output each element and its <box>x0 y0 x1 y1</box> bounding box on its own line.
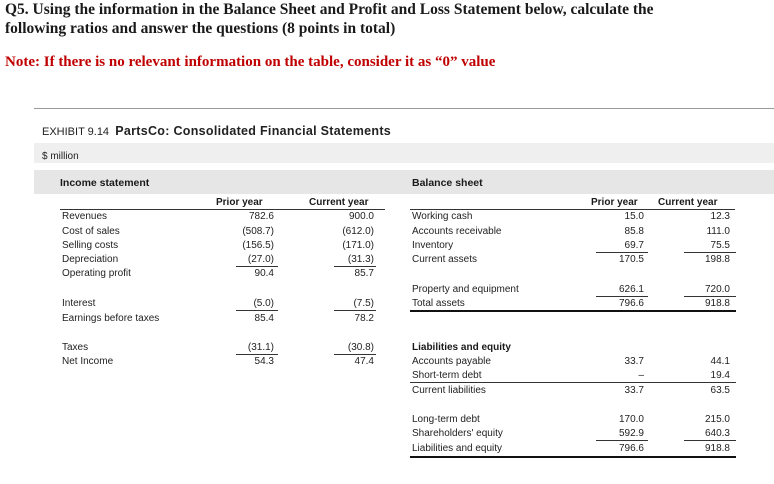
income-row-current: (612.0) <box>342 226 374 237</box>
balance-row-current: 918.8 <box>704 298 730 309</box>
subtotal-rule <box>236 266 278 267</box>
income-row-label: Taxes <box>62 342 89 353</box>
subtotal-rule <box>596 296 648 297</box>
balance-row-prior: 626.1 <box>618 284 644 295</box>
subtotal-rule <box>684 252 736 253</box>
income-row-current: (31.3) <box>347 254 374 265</box>
income-row-prior: 90.4 <box>254 268 274 279</box>
balance-col-current: Current year <box>658 197 718 208</box>
balance-row-prior: – <box>638 370 644 381</box>
total-liabilities-rule <box>410 456 736 458</box>
question-note: Note: If there is no relevant information on the table, consider it as “0” value <box>5 54 496 70</box>
balance-row-label: Liabilities and equity <box>412 443 503 454</box>
total-assets-rule <box>410 310 736 312</box>
balance-row-label: Accounts payable <box>412 356 491 367</box>
subtotal-rule <box>596 440 648 441</box>
income-row-label: Net Income <box>62 356 114 367</box>
income-row-prior: 54.3 <box>254 356 274 367</box>
income-row-prior: (5.0) <box>253 298 274 309</box>
balance-heading: Balance sheet <box>412 177 483 189</box>
subtotal-rule <box>596 252 648 253</box>
balance-row-label: Short-term debt <box>412 370 482 381</box>
balance-row-label: Accounts receivable <box>412 226 502 237</box>
balance-row-current: 75.5 <box>710 240 730 251</box>
balance-row-label: Current assets <box>412 254 478 265</box>
balance-row-current: 215.0 <box>704 414 730 425</box>
income-col-prior: Prior year <box>216 197 263 208</box>
income-row-prior: (31.1) <box>247 342 274 353</box>
income-row-current: (30.8) <box>347 342 374 353</box>
balance-row-current: 640.3 <box>704 428 730 439</box>
balance-row-current: 720.0 <box>704 284 730 295</box>
subtotal-rule <box>684 440 736 441</box>
balance-row-current: 63.5 <box>710 385 730 396</box>
liabilities-heading: Liabilities and equity <box>412 342 511 353</box>
balance-row-label: Property and equipment <box>412 284 519 295</box>
income-row-current: 900.0 <box>348 211 374 222</box>
income-row-prior: (508.7) <box>242 226 274 237</box>
subtotal-rule <box>334 266 376 267</box>
balance-row-prior: 796.6 <box>618 443 644 454</box>
subtotal-rule <box>684 296 736 297</box>
balance-row-current: 198.8 <box>704 254 730 265</box>
subtotal-rule <box>334 310 376 311</box>
income-row-current: 85.7 <box>354 268 374 279</box>
balance-row-prior: 796.6 <box>618 298 644 309</box>
exhibit-label: EXHIBIT 9.14 <box>42 126 110 138</box>
balance-row-label: Working cash <box>412 211 473 222</box>
income-row-label: Operating profit <box>62 268 131 279</box>
balance-row-current: 12.3 <box>710 211 730 222</box>
balance-row-current: 918.8 <box>704 443 730 454</box>
income-row-label: Earnings before taxes <box>62 313 160 324</box>
balance-row-prior: 592.9 <box>618 428 644 439</box>
exhibit-title-text: PartsCo: Consolidated Financial Statements <box>115 124 392 138</box>
income-row-prior: 782.6 <box>248 211 274 222</box>
balance-row-label: Long-term debt <box>412 414 480 425</box>
balance-row-label: Total assets <box>412 298 465 309</box>
income-row-prior: (27.0) <box>247 254 274 265</box>
question-line-2: following ratios and answer the questions (8 points in total) <box>5 20 396 37</box>
income-row-current: (7.5) <box>353 298 374 309</box>
income-heading: Income statement <box>60 177 150 189</box>
subtotal-rule <box>410 382 736 383</box>
balance-row-current: 111.0 <box>706 226 730 237</box>
income-row-prior: (156.5) <box>242 240 274 251</box>
income-row-label: Depreciation <box>62 254 119 265</box>
balance-row-prior: 15.0 <box>624 211 644 222</box>
unit-label: $ million <box>42 151 79 162</box>
balance-header-rule <box>410 209 735 210</box>
balance-row-prior: 170.0 <box>618 414 644 425</box>
income-row-label: Selling costs <box>62 240 119 251</box>
balance-row-current: 19.4 <box>710 370 730 381</box>
balance-row-prior: 69.7 <box>624 240 644 251</box>
balance-row-current: 44.1 <box>710 356 730 367</box>
question-line-1: Q5. Using the information in the Balance Sheet and Profit and Loss Statement below, calculate the <box>5 1 654 18</box>
income-col-current: Current year <box>309 197 369 208</box>
income-row-prior: 85.4 <box>254 313 274 324</box>
balance-row-prior: 170.5 <box>618 254 644 265</box>
balance-row-prior: 85.8 <box>624 226 644 237</box>
balance-row-prior: 33.7 <box>624 385 644 396</box>
balance-row-label: Shareholders' equity <box>412 428 503 439</box>
income-row-current: 78.2 <box>354 313 374 324</box>
income-row-label: Cost of sales <box>62 226 120 237</box>
income-row-current: 47.4 <box>354 356 374 367</box>
income-header-rule <box>60 209 385 210</box>
balance-col-prior: Prior year <box>591 197 638 208</box>
unit-band <box>34 143 774 163</box>
subtotal-rule <box>334 354 376 355</box>
balance-row-label: Inventory <box>412 240 454 251</box>
exhibit-title <box>42 124 391 138</box>
balance-row-label: Current liabilities <box>412 385 486 396</box>
balance-row-prior: 33.7 <box>624 356 644 367</box>
subtotal-rule <box>236 310 278 311</box>
income-row-label: Interest <box>62 298 96 309</box>
income-row-label: Revenues <box>62 211 108 222</box>
subtotal-rule <box>236 354 278 355</box>
income-row-current: (171.0) <box>342 240 374 251</box>
exhibit-top-rule <box>34 108 774 109</box>
